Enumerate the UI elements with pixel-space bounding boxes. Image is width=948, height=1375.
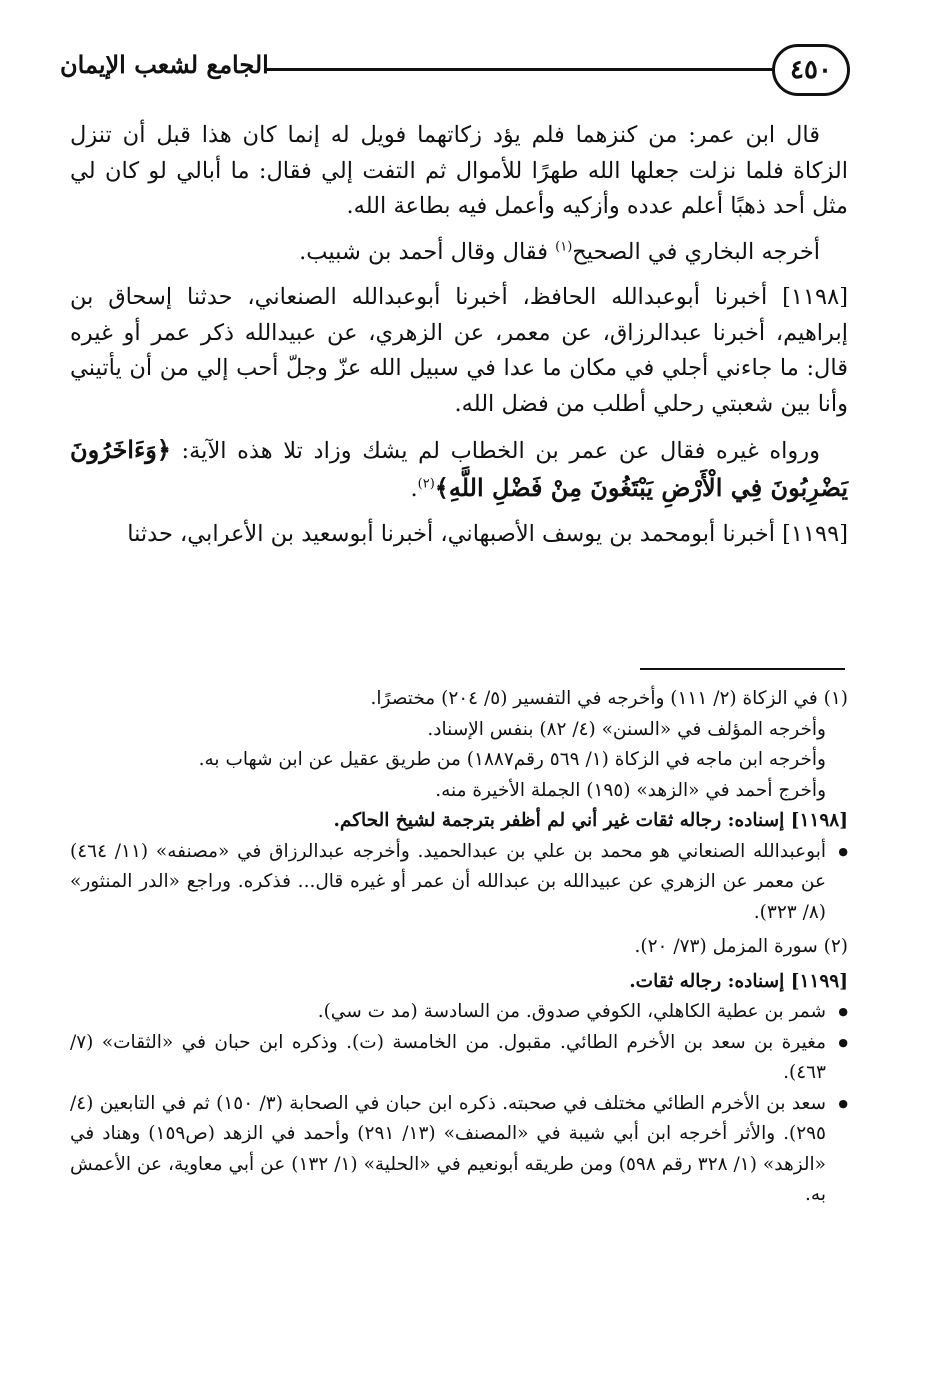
page-number-badge <box>772 44 850 96</box>
hadith-1199: [١١٩٩] أخبرنا أبومحمد بن يوسف الأصبهاني، أخبرنا أبوسعيد بن الأعرابي، حدثنا <box>127 521 848 547</box>
footnote-ref-1: (١) <box>555 239 573 254</box>
footnote-separator <box>640 668 845 670</box>
book-title: الجامع لشعب الإيمان <box>60 50 269 79</box>
footnote-1-line-2: وأخرجه المؤلف في «السنن» (٤/ ٨٢) بنفس الإسناد. <box>427 718 826 740</box>
main-text <box>70 118 848 563</box>
footnote-1-line-3: وأخرجه ابن ماجه في الزكاة (١/ ٥٦٩ رقم١٨٨٧) من طريق عقيل عن ابن شهاب به. <box>198 749 826 770</box>
paragraph-bukhari-tail: فقال وقال أحمد بن شبيب. <box>299 238 556 265</box>
footnote-1: (١) في الزكاة (٢/ ١١١) وأخرجه في التفسير (٥/ ٢٠٤) مختصرًا. <box>370 688 848 709</box>
note-1199-heading: [١١٩٩] إسناده: رجاله ثقات. <box>629 970 848 992</box>
header-rule <box>265 68 772 71</box>
page-header <box>60 40 850 110</box>
footnotes <box>70 684 848 1211</box>
note-1198-heading: [١١٩٨] إسناده: رجاله ثقات غير أني لم أظفر بترجمة لشيخ الحاكم. <box>333 810 848 831</box>
footnote-1-line-4: وأخرج أحمد في «الزهد» (١٩٥) الجملة الأخيرة منه. <box>435 779 826 801</box>
narration-text: ورواه غيره فقال عن عمر بن الخطاب لم يشك وزاد تلا هذه الآية: <box>170 438 820 464</box>
page-number: ٤٥٠ <box>790 55 832 85</box>
note-1198 <box>70 806 848 837</box>
note-1199-bullet-3: ● سعد بن الأخرم الطائي مختلف في صحبته. ذكره ابن حبان في الصحابة (٣/ ١٥٠) ثم في التابعين (٤/ ٢٩٥). والأثر أخرجه ابن أبي شيبة في «المصنف» (١٣/ ٢٩١) وأحمد في الزهد (ص١٥٩) وهناد في «الزهد» (١/ ٣٢٨ رقم ٥٩٨) ومن طريقه أبونعيم في «الحلية» (١/ ١٣٢) عن أبي معاوية، عن الأعمش به. <box>70 1089 848 1211</box>
hadith-1198: [١١٩٨] أخبرنا أبوعبدالله الحافظ، أخبرنا أبوعبدالله الصنعاني، حدثنا إسحاق بن إبراهيم، أخبرنا عبدالرزاق، عن معمر، عن الزهري، عن عبيدالله ذكر عمر أو غيره قال: ما جاءني أجلي في مكان ما عدا في سبيل الله عزّ وجلّ أحب إلي من أن يأتيني وأنا بين شعبتي رحلي أطلب من فضل الله. <box>70 284 848 417</box>
footnote-2: (٢) سورة المزمل (٧٣/ ٢٠). <box>634 936 848 957</box>
narration-tail: . <box>410 475 418 502</box>
paragraph-narration <box>70 432 848 507</box>
quran-verse: ﴿وَءَاخَرُونَ يَضْرِبُونَ فِي الْأَرْضِ يَبْتَغُونَ مِنْ فَضْلِ اللَّهِ﴾ <box>70 435 848 502</box>
note-1199-bullet-1: ● شمر بن عطية الكاهلي، الكوفي صدوق. من السادسة (مد ت سي). <box>70 997 848 1028</box>
paragraph-bukhari <box>70 235 848 271</box>
paragraph-ibn-umar: قال ابن عمر: من كنزهما فلم يؤد زكاتهما فويل له إنما كان هذا قبل أن تنزل الزكاة فلما نزلت جعلها الله طهرًا للأموال ثم التفت إلي فقال: ما أبالي لو كان لي مثل أحد ذهبًا أعلم عدده وأزكيه وأعمل فيه بطاعة الله. <box>70 122 848 219</box>
note-1199-bullet-2: ● مغيرة بن سعد بن الأخرم الطائي. مقبول. من الخامسة (ت). وذكره ابن حبان في «الثقات» (٧/ ٤٦٣). <box>70 1028 848 1089</box>
note-1199 <box>70 967 848 998</box>
paragraph-bukhari-text: أخرجه البخاري في الصحيح <box>572 238 820 265</box>
footnote-ref-2: (٢) <box>417 476 435 491</box>
note-1198-bullet-1: ● أبوعبدالله الصنعاني هو محمد بن علي بن عبدالحميد. وأخرجه عبدالرزاق في «مصنفه» (١١/ ٤٦٤) عن معمر عن الزهري عن عبيدالله بن عبدالله أن عمر أو غيره قال... فذكره. وراجع «الدر المنثور» (٨/ ٣٢٣). <box>70 837 848 929</box>
